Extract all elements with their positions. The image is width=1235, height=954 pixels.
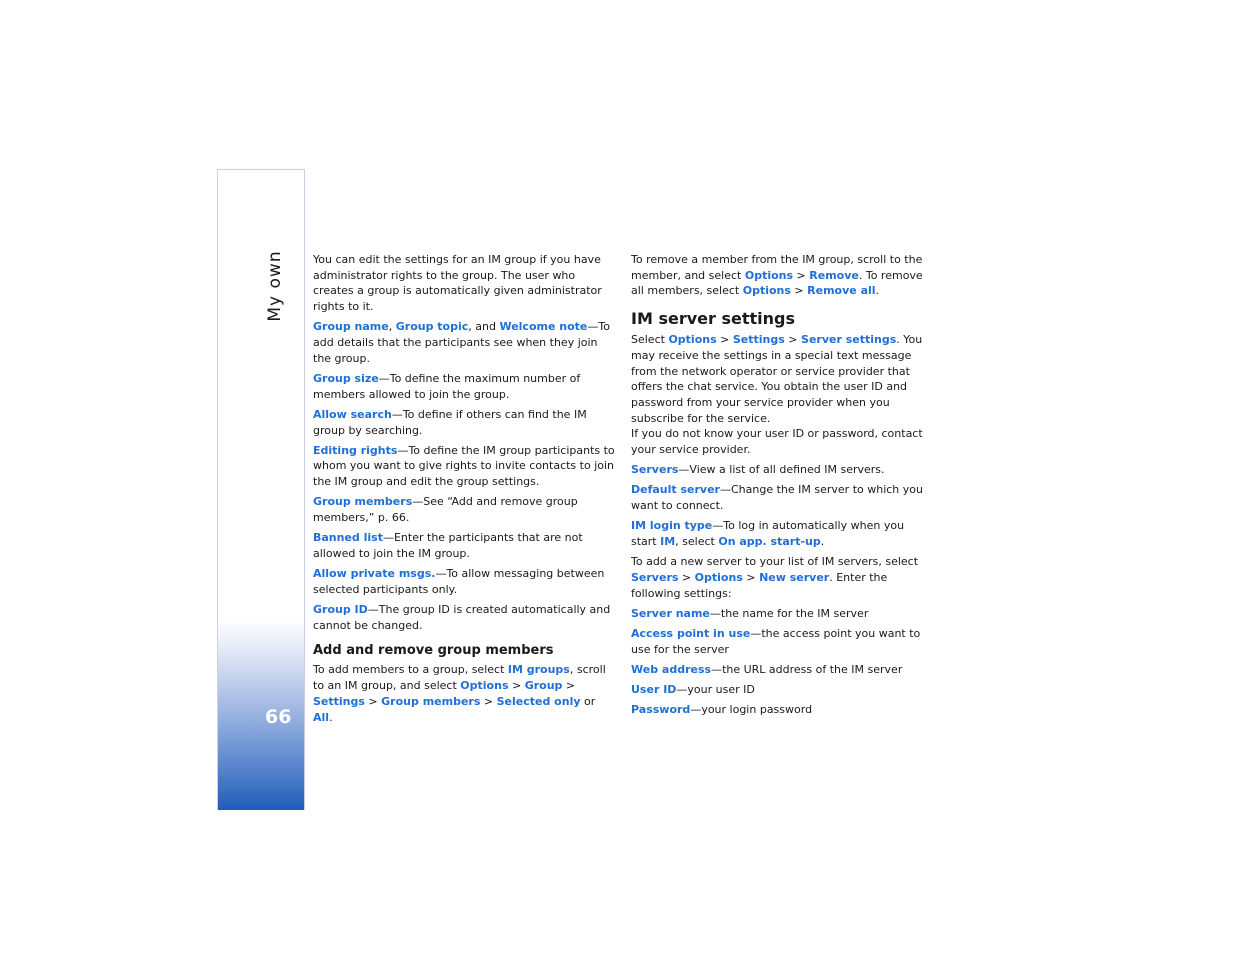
separator: > <box>790 284 808 298</box>
separator: > <box>793 268 810 282</box>
keyword-allow-private-msgs: Allow private msgs. <box>313 567 436 581</box>
text-run: , scroll to an IM group, and select <box>313 663 606 693</box>
item-description: —To add details that the participants see when they join the group. <box>313 320 610 365</box>
keyword-im-login-type: IM login type <box>631 519 713 533</box>
keyword-servers: Servers <box>631 570 679 584</box>
item-description: —To define the IM group participants to whom you want to give rights to invite contacts to join the IM group and edit the group settings. <box>313 443 615 489</box>
separator: , and <box>468 320 500 334</box>
keyword-all: All <box>313 710 330 724</box>
chapter-label: My own <box>265 250 285 322</box>
chapter-side-tab <box>217 169 305 810</box>
keyword-im-groups: IM groups <box>507 663 570 677</box>
add-members-paragraph <box>313 662 618 725</box>
item-description: —your login password <box>690 703 813 717</box>
servers-item <box>631 462 931 478</box>
text-run: . <box>875 284 880 298</box>
keyword-allow-search: Allow search <box>313 407 392 421</box>
item-description: —View a list of all defined IM servers. <box>678 463 885 477</box>
text-run: . Enter the following settings: <box>631 570 888 600</box>
keyword-editing-rights: Editing rights <box>313 443 398 457</box>
remove-member-paragraph <box>631 252 931 299</box>
item-description: —The group ID is created automatically and cannot be changed. <box>313 603 611 632</box>
separator: > <box>716 333 733 347</box>
group-id-item <box>313 602 618 633</box>
access-point-item <box>631 626 931 657</box>
text-run: To add a new server to your list of IM servers, select <box>631 555 919 569</box>
separator: , <box>388 320 396 334</box>
keyword-settings: Settings <box>732 333 785 347</box>
keyword-group-members: Group members <box>381 694 481 708</box>
text-run: To add members to a group, select <box>313 663 508 677</box>
item-description: —the access point you want to use for the server <box>631 627 921 656</box>
keyword-group-name: Group name <box>313 320 389 334</box>
separator: > <box>562 679 576 693</box>
unknown-credentials-paragraph: If you do not know your user ID or password, contact your service provider. <box>631 427 923 457</box>
server-name-item <box>631 606 931 622</box>
keyword-banned-list: Banned list <box>313 531 383 545</box>
separator: > <box>508 679 525 693</box>
item-description: —To define if others can find the IM group by searching. <box>313 407 587 437</box>
select-settings-paragraph <box>631 332 931 426</box>
text-run: , select <box>675 535 719 549</box>
text-run: To remove a member from the IM group, scroll to the member, and select <box>631 253 923 282</box>
text-run: . You may receive the settings in a special text message from the network operator or service provider that offers the chat service. You obtain the user ID and password from your service provider when you subscribe for the service. <box>631 333 923 425</box>
web-address-item <box>631 662 931 678</box>
right-column <box>631 252 931 723</box>
allow-search-item <box>313 407 618 438</box>
keyword-user-id: User ID <box>631 683 677 697</box>
editing-rights-item <box>313 443 618 490</box>
keyword-group-members: Group members <box>313 495 413 509</box>
keyword-group: Group <box>524 679 563 693</box>
separator: > <box>480 694 497 708</box>
keyword-remove-all: Remove all <box>807 284 876 298</box>
keyword-group-size: Group size <box>313 371 379 385</box>
keyword-options: Options <box>694 570 743 584</box>
item-description: —Enter the participants that are not allowed to join the IM group. <box>313 531 583 560</box>
keyword-on-app-start-up: On app. start-up <box>718 535 821 549</box>
keyword-welcome-note: Welcome note <box>499 320 588 334</box>
banned-list-item <box>313 530 618 561</box>
separator: > <box>678 570 695 584</box>
keyword-options: Options <box>668 333 717 347</box>
item-description: —the name for the IM server <box>709 606 869 620</box>
keyword-options: Options <box>460 679 509 693</box>
keyword-server-settings: Server settings <box>801 333 897 347</box>
keyword-options: Options <box>744 268 794 282</box>
keyword-password: Password <box>631 703 691 717</box>
keyword-new-server: New server <box>759 570 830 584</box>
keyword-access-point-in-use: Access point in use <box>631 627 751 641</box>
keyword-group-topic: Group topic <box>395 320 469 334</box>
page-number: 66 <box>265 706 292 728</box>
keyword-web-address: Web address <box>631 662 712 676</box>
keyword-options: Options <box>742 284 791 298</box>
separator: > <box>364 694 382 708</box>
item-description: —To allow messaging between selected participants only. <box>313 567 605 596</box>
im-login-type-item <box>631 518 931 549</box>
text-run: . <box>820 535 825 549</box>
keyword-default-server: Default server <box>631 483 720 497</box>
keyword-im: IM <box>660 535 676 549</box>
intro-paragraph: You can edit the settings for an IM group if you have administrator rights to the group. The user who creates a group is automatically given administrator rights to it. <box>313 253 602 314</box>
keyword-server-name: Server name <box>631 606 710 620</box>
item-description: —the URL address of the IM server <box>711 662 903 676</box>
separator: > <box>784 333 802 347</box>
user-id-item <box>631 682 931 698</box>
item-description: —See “Add and remove group members,” p. 66. <box>313 495 578 525</box>
group-name-item <box>313 319 618 366</box>
section-heading-im-server-settings: IM server settings <box>631 309 795 329</box>
password-item <box>631 702 931 718</box>
item-description: —your user ID <box>676 683 755 697</box>
keyword-group-id: Group ID <box>313 603 368 617</box>
section-heading-add-remove: Add and remove group members <box>313 643 554 659</box>
default-server-item <box>631 482 931 513</box>
text-run: —To log in automatically when you start <box>631 519 905 549</box>
text-run: . <box>329 710 333 724</box>
item-description: —Change the IM server to which you want to connect. <box>631 483 923 513</box>
keyword-selected-only: Selected only <box>496 694 581 708</box>
left-column <box>313 252 618 725</box>
allow-private-msgs-item <box>313 566 618 597</box>
text-run: or <box>580 694 596 708</box>
keyword-servers: Servers <box>631 463 679 477</box>
text-run: Select <box>631 333 669 347</box>
group-size-item <box>313 371 618 402</box>
keyword-remove: Remove <box>809 268 859 282</box>
separator: > <box>742 570 760 584</box>
text-run: . To remove all members, select <box>631 268 923 298</box>
group-members-item <box>313 494 618 525</box>
keyword-settings: Settings <box>313 694 365 708</box>
item-description: —To define the maximum number of members allowed to join the group. <box>313 371 581 401</box>
add-new-server-paragraph <box>631 554 931 601</box>
